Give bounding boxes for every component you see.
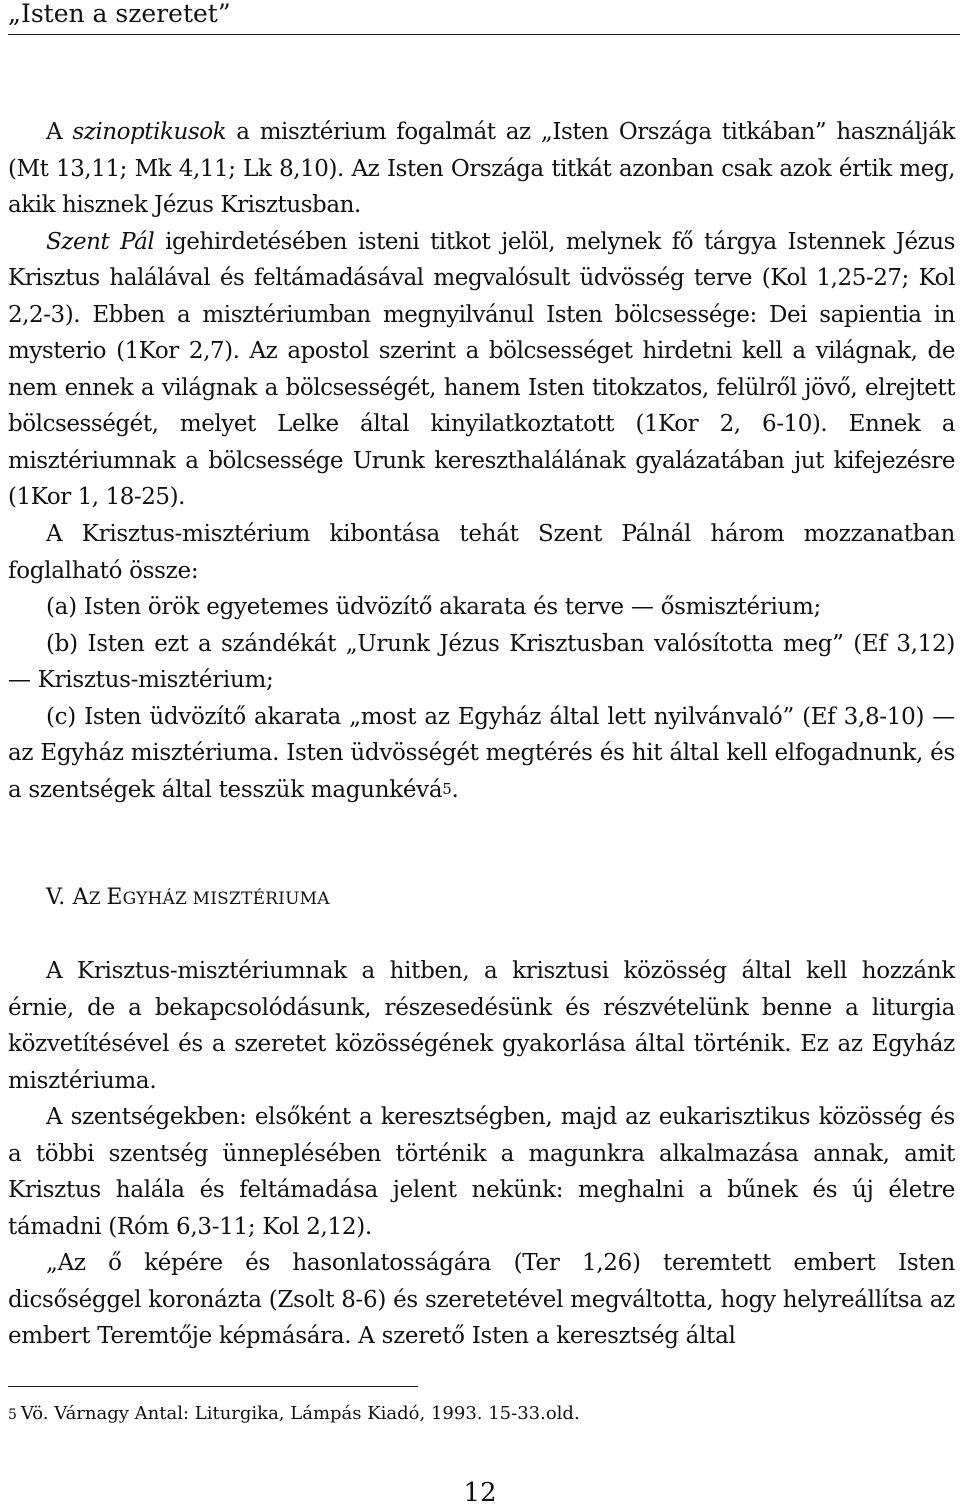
section-number: V. xyxy=(46,885,73,910)
paragraph-egyhaz: A Krisztus-misztériumnak a hitben, a krisztusi közösség által kell hozzánk érnie, de a bekapcsolódásunk, részesedésünk és részvételünk benne a liturgia közvetítésével és a szeretet közösségének gyakorlása által történik. Ez az Egyház misztériuma. xyxy=(8,958,955,1094)
list-item-b: (b) Isten ezt a szándékát „Urunk Jézus Krisztusban valósította meg” (Ef 3,12) — Krisztus-misztérium; xyxy=(8,630,955,693)
para2-intro: A Krisztus-misztérium kibontása tehát Szent Pálnál három mozzanatban foglalható össze: xyxy=(8,521,955,584)
section-cap1: A xyxy=(72,885,89,910)
list-item-c xyxy=(8,699,955,809)
para1-lead: A xyxy=(46,119,73,145)
italic-szent-pal: Szent Pál xyxy=(46,228,155,255)
list-item-c-text: (c) Isten üdvözítő akarata „most az Egyház által lett nyilvánvaló” (Ef 3,8-10) — az Egyház misztériuma. Isten üdvösségét megtérés és hit által kell elfogadnunk, és a szentségek által tesszük magunkévá xyxy=(8,703,955,803)
italic-szinoptikusok: szinoptikusok xyxy=(72,119,227,145)
paragraph-szentsegek: A szentségekben: elsőként a keresztségben, majd az eukarisztikus közösség és a többi szentség ünneplésében történik a magunkra alkalmazása annak, amit Krisztus halála és feltámadása jelent nekünk: meghalni a bűnek és új életre támadni (Róm 6,3-11; Kol 2,12). xyxy=(8,1104,955,1240)
list-item-a: (a) Isten örök egyetemes üdvözítő akarata és terve — ősmisztérium; xyxy=(46,594,822,620)
footnote xyxy=(8,1400,580,1428)
section-rest1: Z xyxy=(88,889,107,909)
para1-text1: a misztérium fogalmát az „Isten Országa titkában” használják (Mt 13,11; Mk 4,11; Lk 8,10). Az Isten Országa titkát azonban csak azok értik meg, akik hisznek Jézus Krisztusban. xyxy=(8,119,955,218)
page-number: 12 xyxy=(463,1478,497,1508)
para1-text2: igehirdetésében isteni titkot jelöl, melynek fő tárgya Istennek Jézus Krisztus halálával és feltámadásával megvalósult üdvösség terve (Kol 1,25-27; Kol 2,2-3). xyxy=(8,228,955,328)
list-item-c-end: . xyxy=(451,776,459,803)
footnote-reference: 5 xyxy=(442,779,452,798)
running-title: „Isten a szeretet” xyxy=(8,0,231,28)
footnote-divider xyxy=(8,1386,418,1387)
section-heading xyxy=(46,880,330,917)
section-cap2: E xyxy=(106,885,123,910)
footnote-text: Vö. Várnagy Antal: Liturgika, Lámpás Kiadó, 1993. 15-33.old. xyxy=(20,1403,580,1424)
para1-text3: Ebben a misztériumban megnyilvánul Isten bölcsessége: Dei sapientia in mysterio (1Kor 2,7). Az apostol szerint a bölcsességet hirdetni kell a világnak, de nem ennek a világnak a bölcsességét, hanem Isten titokzatos, felülről jövő, elrejtett bölcsességét, melyet Lelke által kinyilatkoztatott (1Kor 2, 6-10). Ennek a misztériumnak a bölcsessége Urunk kereszthalálának gyalázatában jut kifejezésre (1Kor 1, 18-25). xyxy=(8,301,955,510)
section-rest2: GYHÁZ MISZTÉRIUMA xyxy=(122,889,330,909)
page-header xyxy=(8,0,960,35)
krisztus-miszterium-block xyxy=(8,516,955,808)
paragraph-kepere: „Az ő képére és hasonlatosságára (Ter 1,26) teremtett embert Isten dicsőséggel koronázta (Zsolt 8-6) és szeretetével megváltotta, hogy helyreállítsa az embert Teremtője képmására. A szerető Isten a keresztség által xyxy=(8,1250,955,1349)
footnote-mark: 5 xyxy=(8,1407,17,1423)
paragraph-mysterium xyxy=(8,114,955,516)
